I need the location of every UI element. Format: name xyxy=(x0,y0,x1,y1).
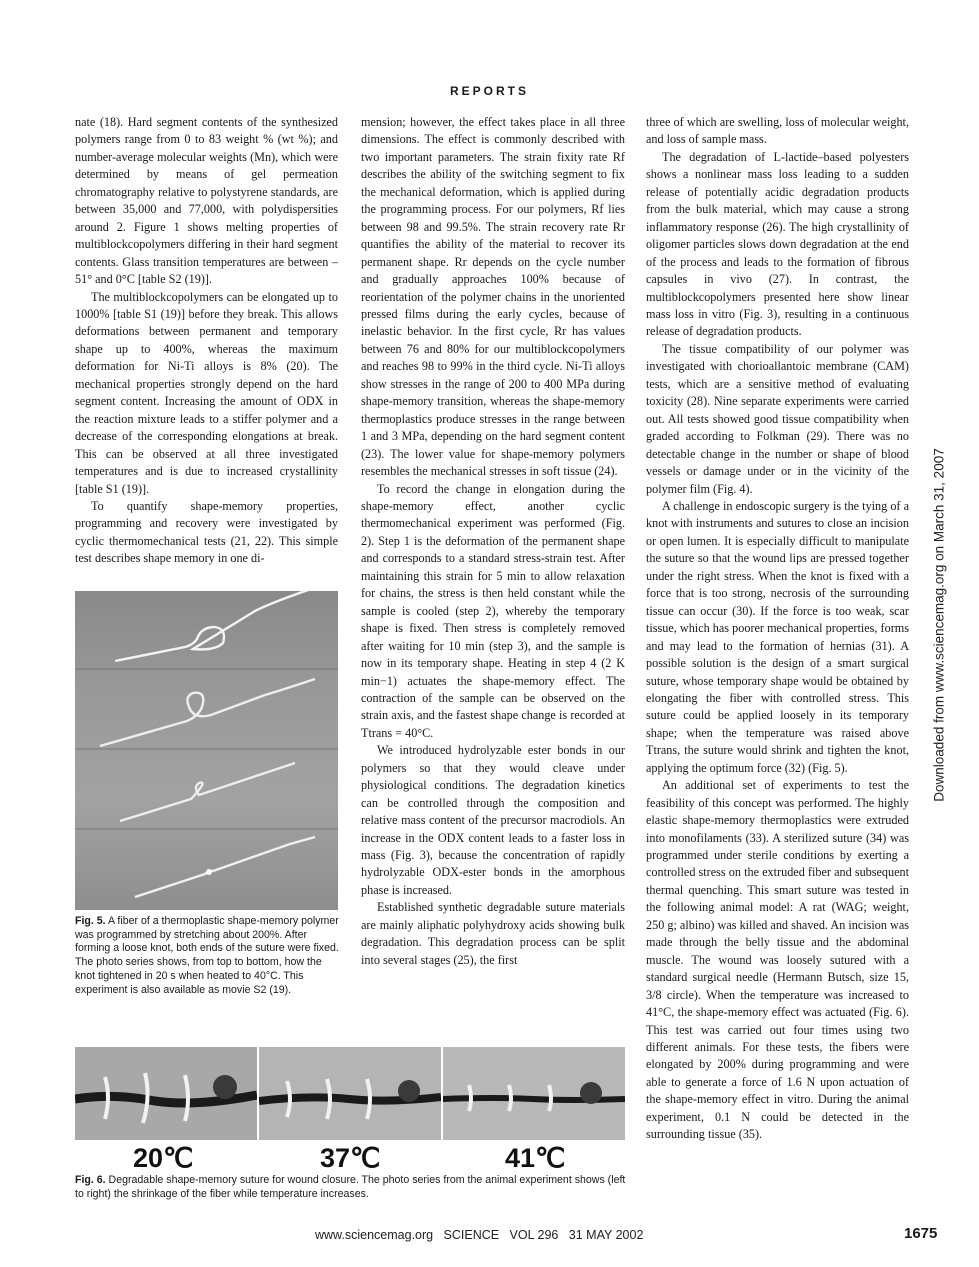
running-header: REPORTS xyxy=(449,84,529,98)
figure-5-label: Fig. 5. xyxy=(75,915,106,927)
paragraph: To record the change in elongation during the shape-memory effect, another cyclic thermomechanical experiment was performed (Fig. 2). Step 1 is the deformation of the permanent shape and corresponds to a standard stress-strain test. After maintaining this strain for 5 min to allow relaxation for chains, the stress is then held constant while the sample is cooled (step 2), whereby the temporary shape is fixed. Then stress is completely removed after waiting for 10 min (step 3), and the sample is now in its temporary shape. Heating in step 4 (2 K min−1) actuates the shape-memory effect. The contraction of the sample can be observed on the strain axis, and the fastest shape change is recorded at Ttrans = 40°C. xyxy=(361,481,625,740)
figure-6-panel-1 xyxy=(75,1047,257,1140)
suture-knot-illustration xyxy=(75,591,338,910)
paragraph: three of which are swelling, loss of molecular weight, and loss of sample mass. xyxy=(646,115,909,147)
paragraph: mension; however, the effect takes place in all three dimensions. The effect is commonly described with two important parameters. The strain fixity rate Rf describes the ability of the switching segment to fix the mechanical deformation, which is applied during the programming process. For our polymers, Rf lies between 98 and 99.5%. The strain recovery rate Rr quantifies the ability of the material to recover its permanent shape. Rr depends on the cycle number and gradually approaches 100% because of reorientation of the polymer chains in the unoriented pressed films during the early cycles, because of inelastic behavior. In the first cycle, Rr has values between 76 and 80% for our multiblockcopolymers and reaches 98 to 99% in the third cycle. Ni-Ti alloys show stresses in the range of 200 to 400 MPa during shape-memory transition, whereas the shape-memory thermoplastics produce stresses in the range between 1 and 3 MPa, depending on the hard segment content (23). The lower value for shape-memory polymers resembles the mechanical stresses in soft tissue (24). xyxy=(361,115,625,479)
download-note-text: Downloaded from www.sciencemag.org on March 31, 2007 xyxy=(931,448,947,802)
temperature-label-3: 41℃ xyxy=(505,1143,566,1171)
figure-6-label: Fig. 6. xyxy=(75,1174,106,1186)
figure-6-photo-series xyxy=(75,1047,625,1171)
text-column-3 xyxy=(646,114,909,1144)
wound-photo-2 xyxy=(259,1047,441,1140)
paragraph: To quantify shape-memory properties, programming and recovery were investigated by cyclic thermomechanical tests (21, 22). This simple test describes shape memory in one di- xyxy=(75,498,338,566)
figure-6-caption xyxy=(75,1174,635,1201)
page-footer: www.sciencemag.org SCIENCE VOL 296 31 MAY 2002 xyxy=(315,1228,644,1242)
download-note xyxy=(929,400,949,850)
page-number: 1675 xyxy=(904,1225,938,1242)
figure-5-caption-text: A fiber of a thermoplastic shape-memory polymer was programmed by stretching about 200%. After forming a loose knot, both ends of the suture were fixed. The photo series shows, from top to bottom, how the knot tightened in 20 s when heated to 40°C. This experiment is also available as movie S2 (19). xyxy=(75,915,339,996)
figure-6-caption-text: Degradable shape-memory suture for wound closure. The photo series from the animal experiment shows (left to right) the shrinkage of the fiber while temperature increases. xyxy=(75,1174,626,1200)
paragraph: The degradation of L-lactide–based polyesters shows a nonlinear mass loss leading to a sudden release of potentially acidic degradation products from the bulk material, which may cause a strong inflammatory response (26). The high crystallinity of oligomer particles slows down degradation at the end of the process and leads to the formation of fibrous capsules in vivo (27). In contrast, the multiblockcopolymers presented here show linear mass loss in vitro (Fig. 3), resulting in a continuous release of degradation products. xyxy=(646,149,909,339)
paragraph: Established synthetic degradable suture materials are mainly aliphatic polyhydroxy acids showing bulk degradation. This degradation process can be split into several stages (25), the first xyxy=(361,900,625,967)
paragraph: The multiblockcopolymers can be elongated up to 1000% [table S1 (19)] before they break. This allows deformations between permanent and temporary shape up to 400%, whereas the maximum deformation for Ni-Ti alloys is 8% (20). The mechanical properties strongly depend on the hard segment content. Increasing the amount of ODX in the reaction mixture leads to a stiffer polymer and a decrease of the corresponding elongations at break. This can be observed at all three investigated temperatures and is due to increased crystallinity [table S1 (19)]. xyxy=(75,289,338,496)
temperature-label-2: 37℃ xyxy=(320,1143,381,1171)
paragraph: The tissue compatibility of our polymer was investigated with chorioallantoic membrane (CAM) tests, which are a sensitive method of evaluating toxicity (28). Nine separate experiments were carried out. All tests showed good tissue compatibility when graded according to Folkman (29). There was no detectable change in the number or shape of blood vessels or damage under or in the vicinity of the polymer film (Fig. 4). xyxy=(646,341,909,496)
wound-photo-3 xyxy=(443,1047,625,1140)
wound-photo-1 xyxy=(75,1047,257,1140)
paragraph: An additional set of experiments to test the feasibility of this concept was performed. The highly elastic shape-memory thermoplastics were extruded into monofilaments (33). A sterilized suture (34) was programmed under sterile conditions by exerting a controlled stress on the extruded fiber and subsequent thermal quenching. This smart suture was tested in the following animal model: A rat (WAG; weight, 250 g; albino) was killed and shaved. An incision was made through the belly tissue and the abdominal muscle. The wound was loosely sutured with a standard surgical needle (Hermann Butsch, size 15, 3/8 circle). When the temperature was increased to 41°C, the shape-memory effect was actuated (Fig. 6). This test was carried out four times using two different animals. For these tests, the fibers were elongated by 200% during programming and were able to generate a force of 1.6 N upon actuation of the shape-memory effect in vitro. During the animal experiment, 0.1 N could be detected in the surrounding tissue (35). xyxy=(646,778,909,1142)
figure-5-caption xyxy=(75,915,340,997)
paragraph: We introduced hydrolyzable ester bonds in our polymers so that they would cleave under physiological conditions. The degradation kinetics can be controlled through the composition and relative mass content of the precursor macrodiols. An increase in the ODX content leads to a faster loss in mass (Fig. 3), because the concentration of rapidly hydrolyzable ODX-ester bonds in the amorphous phase is increased. xyxy=(361,743,625,897)
text-column-2 xyxy=(361,114,625,969)
paragraph: nate (18). Hard segment contents of the synthesized polymers range from 0 to 83 weight % (wt %); and number-average molecular weights (Mn), which were determined by means of gel permeation chromatography relative to polystyrene standards, are between 35,000 and 77,000, with polydispersities around 2. Figure 1 shows melting properties of multiblockcopolymers differing in their hard segment contents. Glass transition temperatures are between –51° and 0°C [table S2 (19)]. xyxy=(75,115,338,287)
text-column-1 xyxy=(75,114,338,568)
figure-5-photo xyxy=(75,591,338,910)
paragraph: A challenge in endoscopic surgery is the tying of a knot with instruments and sutures to close an incision or open lumen. It is especially difficult to manipulate the suture so that the wound lips are pressed together under the right stress. When the knot is fixed with a force that is too strong, necrosis of the surrounding tissue can occur (30). If the force is too weak, scar tissue, which has poorer mechanical properties, forms and may lead to the formation of hernias (31). A possible solution is the design of a smart surgical suture, whose temporary shape would be obtained by elongating the fiber with controlled stress. This suture could be applied loosely in its temporary shape; when the temperature was raised above Ttrans, the suture would shrink and tighten the knot, applying the optimum force (32) (Fig. 5). xyxy=(646,498,909,775)
figure-6-panel-2 xyxy=(259,1047,441,1140)
figure-6-panel-3 xyxy=(443,1047,625,1140)
temperature-label-1: 20℃ xyxy=(133,1143,194,1171)
